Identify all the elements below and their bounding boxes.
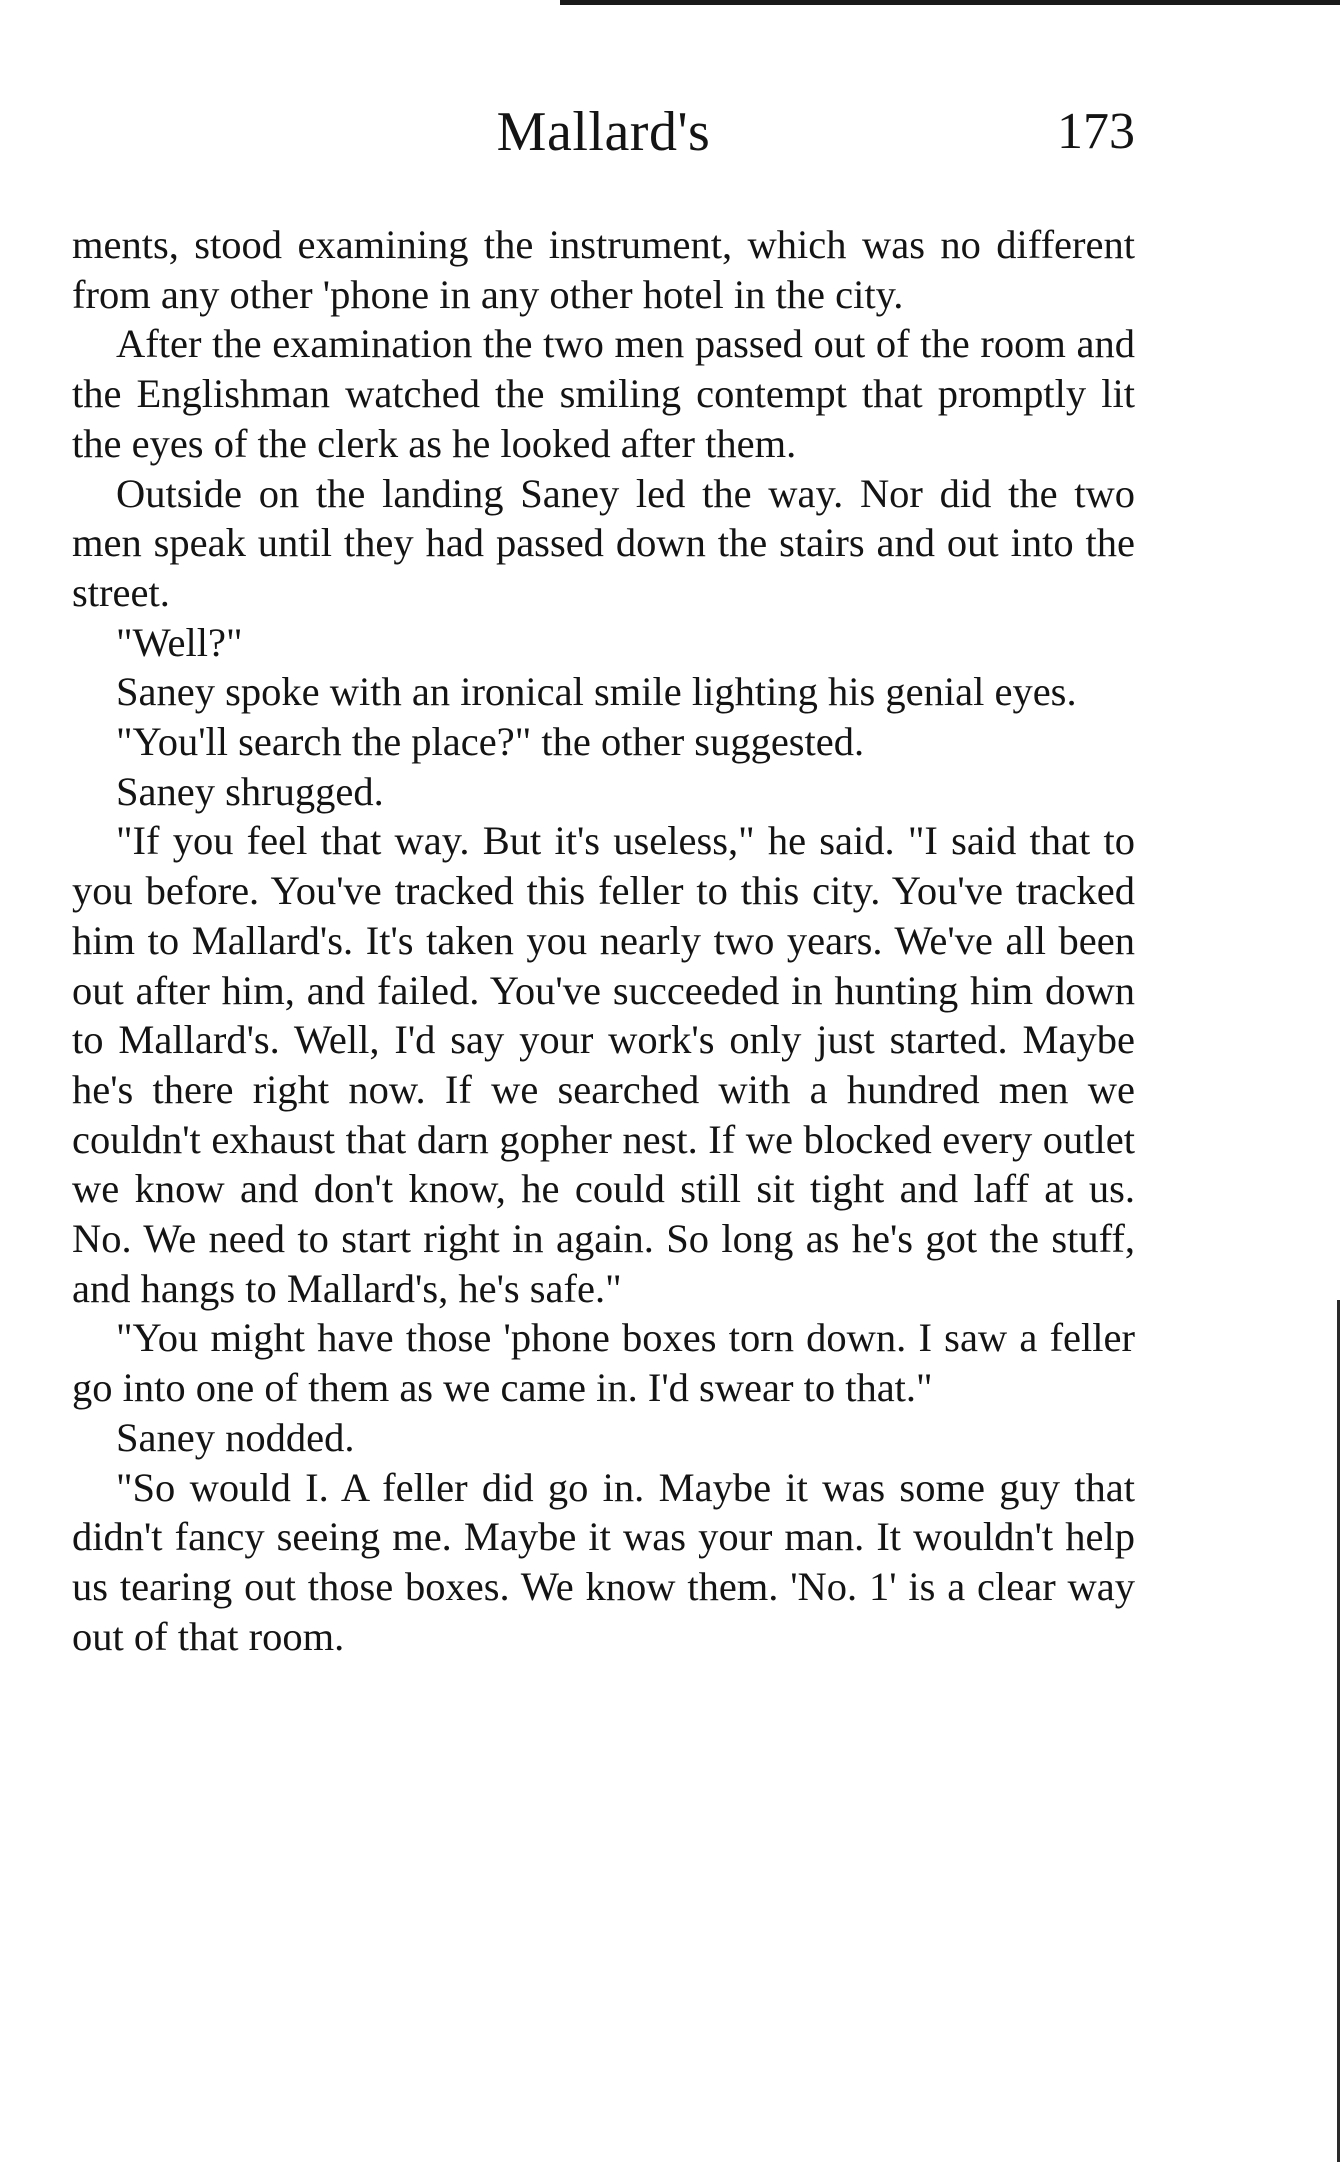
- paragraph-continued: ments, stood examining the instrument, which was no different from any other 'phone in any other hotel in the city.: [72, 222, 1135, 317]
- paragraph: "Well?": [116, 619, 243, 665]
- paragraph: After the examination the two men passed out of the room and the Englishman watched the smiling contempt that promptly lit the eyes of the clerk as he looked after them.: [72, 321, 1135, 466]
- page-header: [72, 100, 1135, 180]
- running-title: Mallard's: [496, 101, 711, 163]
- paragraph: Saney spoke with an ironical smile lighting his genial eyes.: [116, 669, 1077, 715]
- top-edge-rule: [560, 0, 1340, 5]
- paragraph: Saney shrugged.: [116, 768, 384, 814]
- book-page: [72, 100, 1135, 1661]
- paragraph: "If you feel that way. But it's useless," he said. "I said that to you before. You've tracked this feller to this city. You've tracked him to Mallard's. It's taken you nearly two years. We've all been out after him, and failed. You've succeeded in hunting him down to Mallard's. Well, I'd say your work's only just started. Maybe he's there right now. If we searched with a hundred men we couldn't exhaust that darn gopher nest. If we blocked every outlet we know and don't know, he could still sit tight and laff at us. No. We need to start right in again. So long as he's got the stuff, and hangs to Mallard's, he's safe.": [72, 818, 1135, 1311]
- paragraph: Saney nodded.: [116, 1414, 355, 1460]
- body-text: [72, 220, 1135, 1661]
- paragraph: Outside on the landing Saney led the way. Nor did the two men speak until they had passed down the stairs and out into the street.: [72, 470, 1135, 615]
- paragraph: "So would I. A feller did go in. Maybe it was some guy that didn't fancy seeing me. Maybe it was your man. It wouldn't help us tearing out those boxes. We know them. 'No. 1' is a clear way out of that room.: [72, 1464, 1135, 1659]
- paragraph: "You'll search the place?" the other suggested.: [116, 719, 865, 765]
- paragraph: "You might have those 'phone boxes torn down. I saw a feller go into one of them as we came in. I'd swear to that.": [72, 1315, 1135, 1411]
- page-number: 173: [1057, 103, 1135, 160]
